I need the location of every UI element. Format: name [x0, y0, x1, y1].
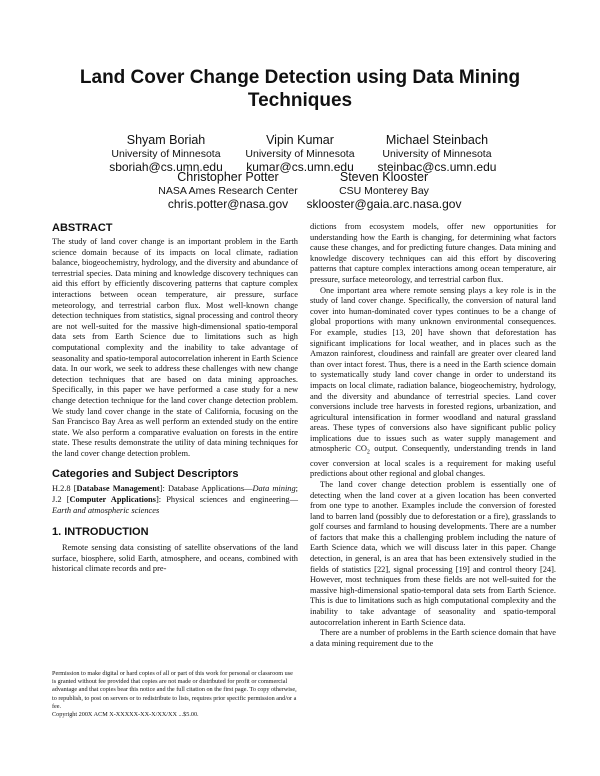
author-email: sklooster@gaia.arc.nasa.gov: [306, 197, 462, 211]
author-email: steinbac@cs.umn.edu: [377, 160, 497, 174]
author-block: [284, 170, 484, 211]
intro-paragraph-continued: dictions from ecosystem models, offer new opportunities for understanding how the Earth is changing, for determining what factors cause these changes, and for predicting future changes. Data mining and knowledge discovery techniques can aid this effort by discovering patterns that capture complex interactions among ocean temperature, air pressure, surface meteorology, and terrestrial carbon flux.: [310, 222, 556, 284]
categories-text: [52, 484, 298, 516]
introduction-heading: 1. INTRODUCTION: [52, 526, 149, 539]
author-name: Shyam Boriah: [126, 133, 206, 147]
right-column: [310, 222, 556, 649]
paper-title: Land Cover Change Detection using Data Mining Techniques: [79, 67, 521, 111]
category-topic: Data mining: [252, 484, 296, 494]
category-code: H.2.8 [: [52, 484, 77, 494]
abstract-heading: ABSTRACT: [52, 222, 113, 234]
intro-p2-end: output. Consequently, understanding trends in land cover conversion at local scales is a requirement for making useful predictions about other regional and global changes.: [310, 444, 556, 479]
category-code: ; J.2 [: [52, 484, 298, 505]
intro-paragraph: The land cover change detection problem is essentially one of detecting when the land cover at a given location has been converted from one type to another. Examples include the conversion of forested land to barren land (possibly due to deforestation or a fire), grasslands to golf courses and farmland to housing developments. There are a number of factors that make this a challenging problem including the nature of Earth Science data, which we will discuss later in this paper. Change detection, in general, is an area that has been extensively studied in the fields of statistics [22], signal processing [19] and control theory [24]. However, most techniques from these fields are not well-suited for the massive high-dimensional spatio-temporal data sets from Earth Science. This is due to limitations such as high computational complexity and the inability to take advantage of seasonality and spatio-temporal autocorrelation inherent in Earth Science data.: [310, 479, 556, 627]
author-email: chris.potter@nasa.gov: [167, 197, 289, 211]
permission-notice: [52, 670, 298, 719]
author-affiliation: CSU Monterey Bay: [339, 185, 429, 197]
category-topic: Earth and atmospheric sciences: [52, 505, 160, 515]
copyright-line: Copyright 200X ACM X-XXXXX-XX-X/XX/XX ...$5.00.: [52, 711, 199, 719]
intro-paragraph: There are a number of problems in the Earth science domain that have a data mining requirement due to the: [310, 628, 556, 648]
category-name: Database Management: [76, 484, 160, 494]
category-subname: ]: Physical sciences and engineering—: [155, 495, 298, 505]
author-email: sboriah@cs.umn.edu: [109, 160, 223, 174]
intro-paragraph: [310, 286, 556, 480]
co2-subscript: 2: [366, 450, 370, 457]
author-name: Christopher Potter: [177, 170, 279, 184]
categories-heading: Categories and Subject Descriptors: [52, 468, 239, 481]
author-affiliation: University of Minnesota: [245, 148, 355, 160]
author-affiliation: NASA Ames Research Center: [158, 185, 298, 197]
left-column: [52, 222, 298, 575]
author-name: Michael Steinbach: [385, 133, 489, 147]
intro-paragraph: Remote sensing data consisting of satellite observations of the land surface, biosphere, solid Earth, atmosphere, and oceans, combined with historical climate records and pre-: [52, 543, 298, 574]
category-subname: ]: Database Applications—: [159, 484, 253, 494]
author-affiliation: University of Minnesota: [111, 148, 221, 160]
intro-p2-text: One important area where remote sensing plays a key role is in the study of land cover change. Specifically, the conversion of natural land cover into human-dominated cover types continues to be a change of global proportions with many unknown environmental consequences. For example, studies [13, 20] have shown that deforestation has significant implications for local weather, and in places such as the Amazon rainforest, cloudiness and rainfall are greater over cleared land than over intact forest. Thus, there is a need in the Earth science domain to systematically study land cover change in order to understand its impacts on local climate, radiation balance, biogeochemistry, hydrology, and the diversity and abundance of terrestrial species. Land cover conversions include tree harvests in forested regions, urbanization, and agricultural intensification in former woodland and natural grassland areas. These types of conversions also have significant public policy implications due to issues such as water supply management and atmospheric CO: [310, 285, 556, 454]
abstract-text: The study of land cover change is an important problem in the Earth science domain because of its impacts on local climate, radiation balance, biogeochemistry, hydrology, and the diversity and abundance of terrestrial species. Data mining and knowledge discovery techniques can aid this effort by efficiently discovering patterns that capture complex interactions between ocean temperature, air pressure, surface meteorology, and terrestrial carbon flux. Most well-known change detection techniques from statistics, signal processing and control theory are not well-suited for the massive high-dimensional spatio-temporal data sets from Earth Science due to limitations such as high computational complexity and the inability to take advantage of seasonality and spatio-temporal autocorrelation inherent in Earth Science data. In our work, we seek to address these challenges with new change detection techniques that are based on data mining approaches. Specifically, in this paper we have performed a case study for a new change detection technique for the land cover change detection problem. We study land cover change in the state of California, focusing on the San Francisco Bay Area as well perform an extended study on the entire state. We also perform a comparative evaluation on forests in the entire state. These results demonstrate the utility of data mining techniques for the land cover change detection problem.: [52, 237, 298, 458]
permission-text: Permission to make digital or hard copies of all or part of this work for personal or classroom use is granted without fee provided that copies are not made or distributed for profit or commercial advantage and that copies bear this notice and the full citation on the first page. To copy otherwise, to republish, to post on servers or to redistribute to lists, requires prior specific permission and/or a fee.: [52, 670, 297, 710]
author-affiliation: University of Minnesota: [382, 148, 492, 160]
author-name: Vipin Kumar: [266, 133, 334, 147]
category-name: Computer Applications: [69, 495, 156, 505]
author-block: [353, 133, 521, 174]
author-name: Steven Klooster: [339, 170, 429, 184]
author-email: kumar@cs.umn.edu: [246, 160, 354, 174]
